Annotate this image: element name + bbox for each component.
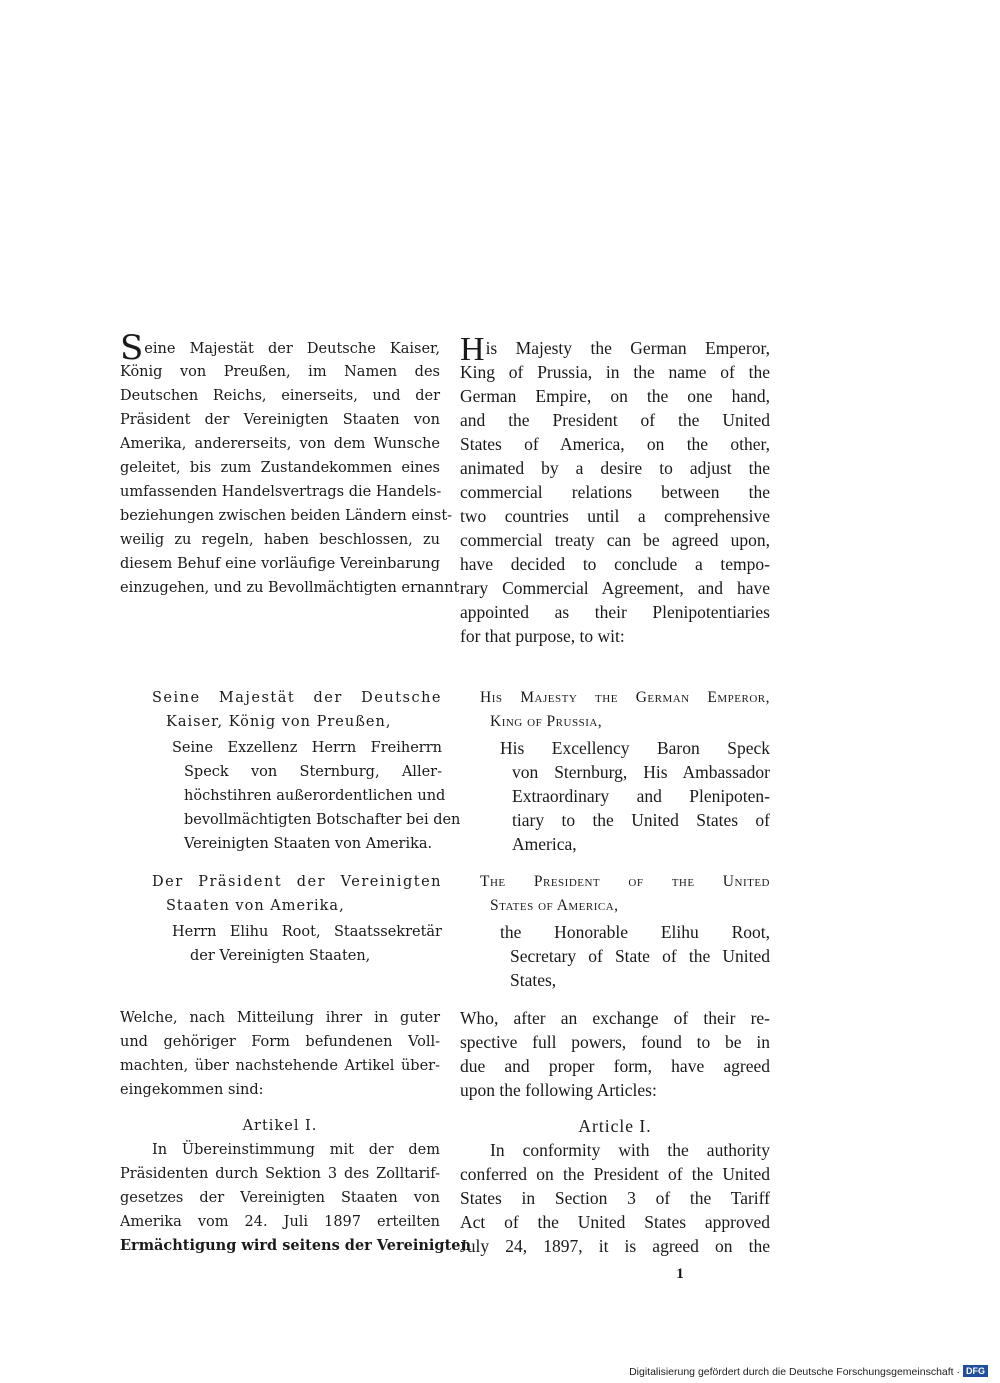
text-line: machten, über nachstehende Artikel über- <box>120 1058 440 1074</box>
english-rep-speck <box>500 736 770 856</box>
text-line: Welche, nach Mitteilung ihrer in guter <box>120 1010 440 1026</box>
text-line: appointed as their Plenipotentiaries <box>460 602 770 622</box>
text-line: commercial relations between the <box>460 482 770 502</box>
text-line: weilig zu regeln, haben beschlossen, zu <box>120 532 440 548</box>
dfg-logo-icon: DFG <box>963 1365 988 1377</box>
text-line: In Übereinstimmung mit der dem <box>152 1142 440 1158</box>
text-line: His Majesty the German Emperor, <box>480 689 770 706</box>
article-heading: Artikel I. <box>242 1118 318 1134</box>
text-line: Seine Majestät der Deutsche Kaiser, <box>120 328 440 368</box>
text-line: German Empire, on the one hand, <box>460 386 770 406</box>
text-line: States of America, on the other, <box>460 434 770 454</box>
text-line: spective full powers, found to be in <box>460 1032 770 1052</box>
english-agreement <box>460 1006 770 1102</box>
text-line: due and proper form, have agreed <box>460 1056 770 1076</box>
text-line: Deutschen Reichs, einerseits, und der <box>120 388 440 404</box>
text-line: Extraordinary and Plenipoten- <box>512 786 770 806</box>
text-line: Amerika, andererseits, von dem Wunsche <box>120 436 440 452</box>
text-line: animated by a desire to adjust the <box>460 458 770 478</box>
text-line: In conformity with the authority <box>490 1140 770 1160</box>
text-line: tiary to the United States of <box>512 810 770 830</box>
text-line: Seine Majestät der Deutsche <box>152 690 442 706</box>
page-number: 1 <box>676 1266 684 1282</box>
english-party-president <box>480 870 770 918</box>
text-line: eingekommen sind: <box>120 1082 264 1098</box>
text-line: gesetzes der Vereinigten Staaten von <box>120 1190 440 1206</box>
text-line: bevollmächtigten Botschafter bei den <box>184 812 461 828</box>
text-line: commercial treaty can be agreed upon, <box>460 530 770 550</box>
text-line: Der Präsident der Vereinigten <box>152 874 442 890</box>
text-line: The President of the United <box>480 873 770 890</box>
text-line: umfassenden Handelsvertrags die Handels- <box>120 484 442 500</box>
text-line: States, <box>510 970 557 990</box>
text-line: und gehöriger Form befundenen Voll- <box>120 1034 440 1050</box>
text-line: Ermächtigung wird seitens der Vereinigten <box>120 1237 472 1254</box>
text-line: diesem Behuf eine vorläufige Vereinbarung <box>120 556 440 572</box>
english-article-1 <box>460 1114 770 1258</box>
text-line: His Majesty the German Emperor, <box>460 331 770 368</box>
text-line: have decided to conclude a tempo- <box>460 554 770 574</box>
text-line: Amerika vom 24. Juli 1897 erteilten <box>120 1214 440 1230</box>
german-rep-root <box>172 920 442 968</box>
text-line: upon the following Articles: <box>460 1080 657 1100</box>
text-line: von Sternburg, His Ambassador <box>512 762 770 782</box>
text-line: rary Commercial Agreement, and have <box>460 578 770 598</box>
text-line: Präsidenten durch Sektion 3 des Zolltarif- <box>120 1166 440 1182</box>
text-line: Staaten von Amerika, <box>166 898 345 914</box>
text-line: July 24, 1897, it is agreed on the <box>460 1236 770 1256</box>
text-line: King of Prussia, <box>490 713 603 730</box>
text-line: beziehungen zwischen beiden Ländern einst- <box>120 508 453 524</box>
text-line: conferred on the President of the United <box>460 1164 770 1184</box>
text-line: His Excellency Baron Speck <box>500 738 770 758</box>
text-line: König von Preußen, im Namen des <box>120 364 440 380</box>
text-line: geleitet, bis zum Zustandekommen eines <box>120 460 440 476</box>
german-party-emperor <box>152 686 442 734</box>
text-line: Act of the United States approved <box>460 1212 770 1232</box>
text-line: and the President of the United <box>460 410 770 430</box>
text-line: Herrn Elihu Root, Staatssekretär <box>172 924 442 940</box>
text-line: Who, after an exchange of their re- <box>460 1008 770 1028</box>
english-party-emperor <box>480 686 770 734</box>
text-line: the Honorable Elihu Root, <box>500 922 770 942</box>
text-line: Seine Exzellenz Herrn Freiherrn <box>172 740 442 756</box>
text-line: Speck von Sternburg, Aller- <box>184 764 442 780</box>
text-line: der Vereinigten Staaten, <box>190 948 371 964</box>
text-line: two countries until a comprehensive <box>460 506 770 526</box>
article-heading: Article I. <box>578 1116 652 1136</box>
text-line: einzugehen, und zu Bevollmächtigten ernannt: <box>120 580 465 596</box>
english-preamble <box>460 331 770 648</box>
text-line: Präsident der Vereinigten Staaten von <box>120 412 440 428</box>
text-line: Secretary of State of the United <box>510 946 770 966</box>
drop-cap: S <box>120 328 144 368</box>
german-party-president <box>152 870 442 918</box>
footer <box>629 1365 988 1378</box>
german-article-1 <box>120 1114 472 1258</box>
text-line: States in Section 3 of the Tariff <box>460 1188 770 1208</box>
text-line: States of America, <box>490 897 619 914</box>
german-preamble <box>120 328 465 600</box>
text-line: höchstihren außerordentlichen und <box>184 788 446 804</box>
text-line: King of Prussia, in the name of the <box>460 362 770 382</box>
text-line: Vereinigten Staaten von Amerika. <box>184 836 433 852</box>
text-line: for that purpose, to wit: <box>460 626 625 646</box>
text-line: Kaiser, König von Preußen, <box>166 714 392 730</box>
drop-cap: H <box>460 331 485 368</box>
english-rep-root <box>500 920 770 992</box>
german-agreement <box>120 1006 440 1102</box>
text-line: America, <box>512 834 577 854</box>
footer-text: Digitalisierung gefördert durch die Deutsche Forschungsgemeinschaft · <box>629 1366 960 1378</box>
german-rep-speck <box>172 736 461 856</box>
